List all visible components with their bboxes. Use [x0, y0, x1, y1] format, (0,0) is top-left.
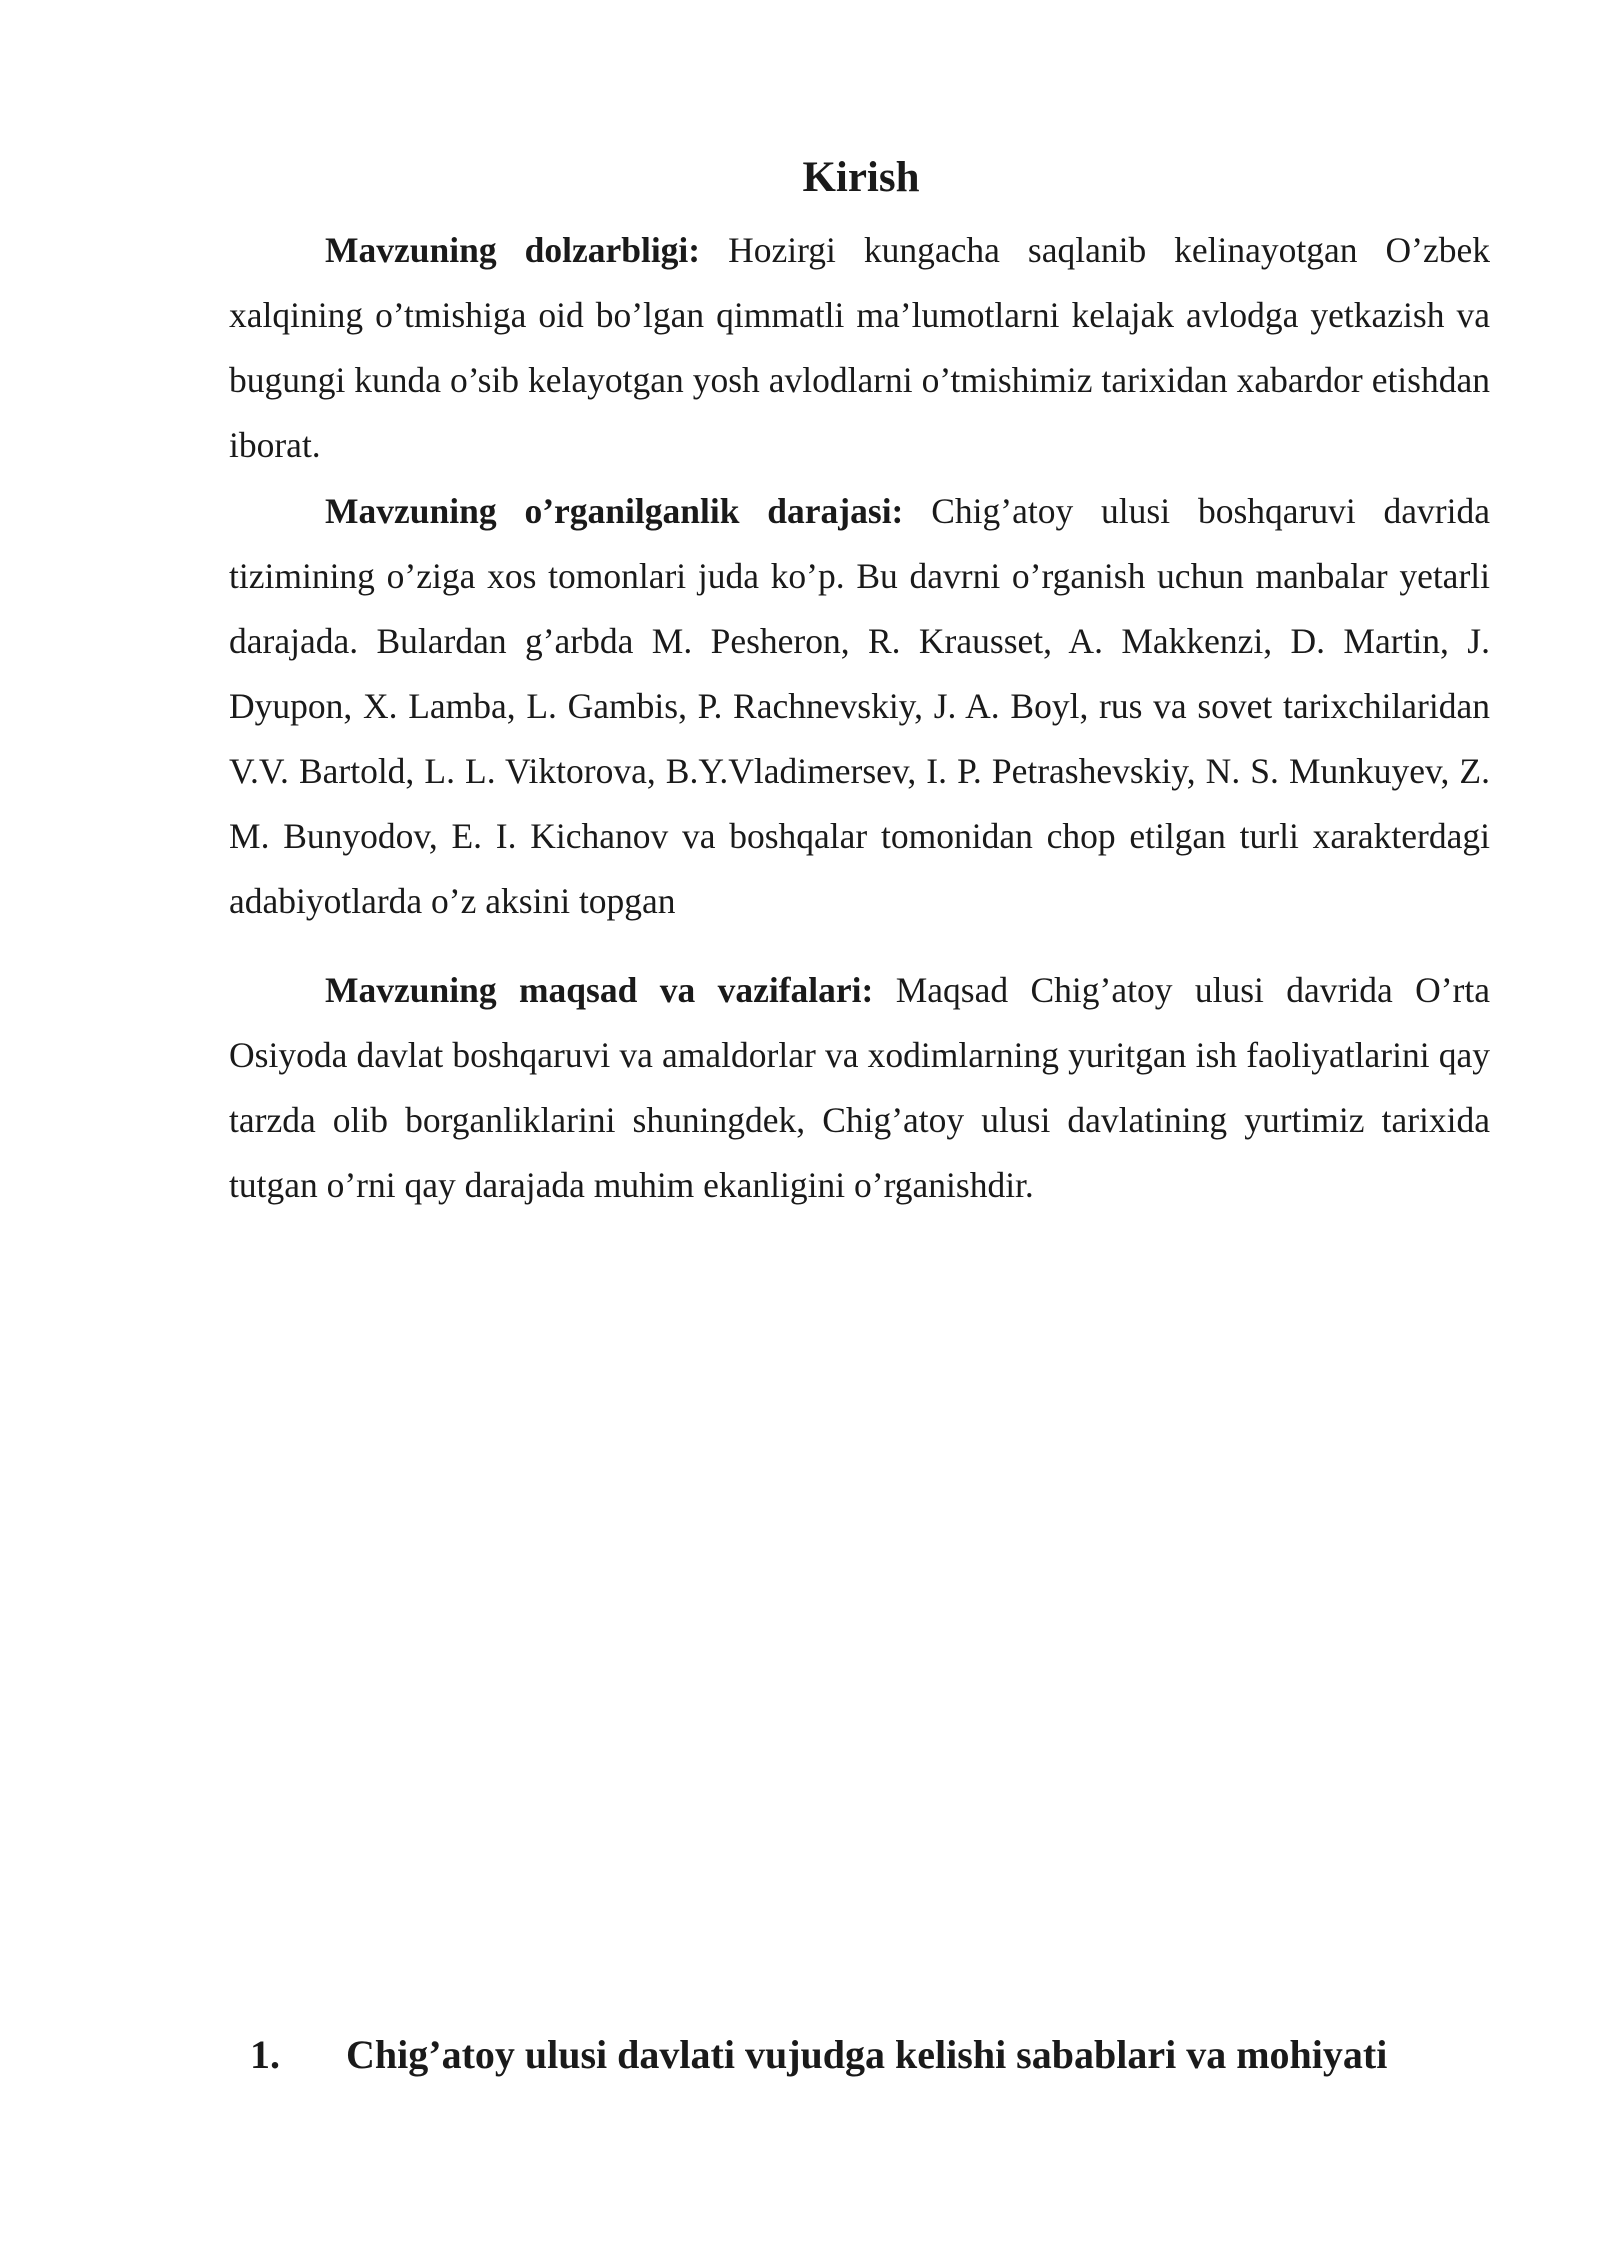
paragraph-lead-relevance: Mavzuning dolzarbligi:: [325, 230, 701, 270]
section-number: 1.: [250, 2032, 280, 2077]
paragraph-text-study-level: Chig’atoy ulusi boshqaruvi davrida tizimining o’ziga xos tomonlari juda ko’p. Bu davrni o’rganish uchun manbalar yetarli darajada. Bulardan g’arbda M. Pesheron, R. Krausset, A. Makkenzi, D. Martin, J. Dyupon, X. Lamba, L. Gambis, P. Rachnevskiy, J. A. Boyl, rus va sovet tarixchilaridan V.V. Bartold, L. L. Viktorova, B.Y.Vladimersev, I. P. Petrashevskiy, N. S. Munkuyev, Z. M. Bunyodov, E. I. Kichanov va boshqalar tomonidan chop etilgan turli xarakterdagi adabiyotlarda o’z aksini topgan: [229, 491, 1490, 921]
paragraph-relevance: [229, 218, 1490, 478]
paragraph-text-goals: Maqsad Chig’atoy ulusi davrida O’rta Osiyoda davlat boshqaruvi va amaldorlar va xodimlarning yuritgan ish faoliyatlarini qay tarzda olib borganliklarini shuningdek, Chig’atoy ulusi davlatining yurtimiz tarixida tutgan o’rni qay darajada muhim ekanligini o’rganishdir.: [229, 970, 1490, 1205]
page-title: Kirish: [802, 154, 920, 201]
section-heading: [250, 2025, 1500, 2085]
paragraph-lead-study-level: Mavzuning o’rganilganlik darajasi:: [325, 491, 904, 531]
paragraph-text-relevance: Hozirgi kungacha saqlanib kelinayotgan O’zbek xalqining o’tmishiga oid bo’lgan qimmatli ma’lumotlarni kelajak avlodga yetkazish va bugungi kunda o’sib kelayotgan yosh avlodlarni o’tmishimiz tarixidan xabardor etishdan iborat.: [229, 230, 1490, 465]
section-title: Chig’atoy ulusi davlati vujudga kelishi sabablari va mohiyati: [346, 2032, 1388, 2077]
paragraph-study-level: [229, 479, 1490, 934]
paragraph-lead-goals: Mavzuning maqsad va vazifalari:: [325, 970, 874, 1010]
paragraph-goals: [229, 958, 1490, 1218]
